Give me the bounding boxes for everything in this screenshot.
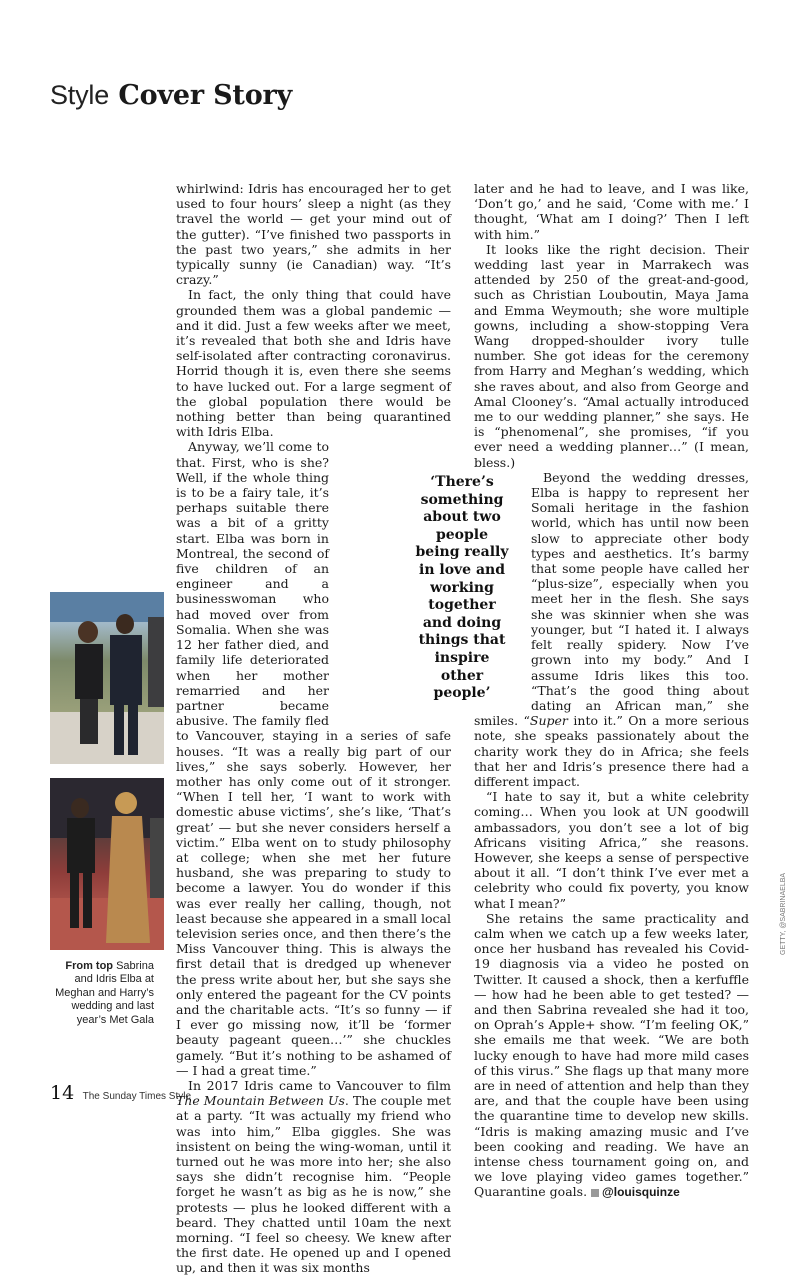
emphasis-word: Super [529,713,568,729]
col1-paragraph-3 [176,439,451,1078]
caption-text: Sabrina and Idris Elba at Meghan and Harry’s wedding and last year’s Met Gala [55,960,154,1026]
col1-p4-part-a: In 2017 Idris came to Vancouver to film [188,1077,451,1093]
col1-paragraph-1: whirlwind: Idris has encouraged her to get used to four hours’ sleep a night (as they travel the world — get your mind out of the gutter). “I’ve finished two passports in the past two years,” she admits in her typically sunny (ie Canadian) way. “It’s crazy.” [176,181,451,288]
wedding-photo [50,592,164,764]
col1-paragraph-2: In fact, the only thing that could have grounded them was a global pandemic — and it did. Just a few weeks after we meet, it’s revealed that both she and Idris have self-isolated after contracting coronavirus. Horrid though it is, even there she seems to have lucked out. For a large segment of the global population there would be nothing better than being quarantined with Idris Elba. [176,287,451,440]
publication-name: The Sunday Times Style [82,1091,192,1102]
photo-caption [50,960,154,1027]
section-header [50,80,292,111]
col2-paragraph-1: later and he had to leave, and I was like, ‘Don’t go,’ and he said, ‘Come with me.’ I thought, ‘What am I doing?’ Then I left with him.” [474,181,749,242]
section-label: Style [50,80,110,110]
film-title: The Mountain Between Us [176,1093,345,1109]
col2-p3-part-a: Beyond the wedding dresses, Elba is happy to represent her Somali heritage in the fashion world, which has until now been slow to appreciate other body types and aesthetics. It’s barmy that some people have called her “plus-size”, especially when you meet her in the flesh. She says she was skinnier when she was younger, but “I hated it. I always felt really spidery. Now I’ve grown into my body.” And I assume Idris likes this too. “That’s the good thing about dating an African man,” she smiles. “ [474,469,749,729]
col2-p5-text: She retains the same practicality and calm when we catch up a few weeks later, once her husband has revealed his Covid-19 diagnosis via a video he posted on Twitter. It caused a shock, then a kerfuffle — how had he been able to get tested? — and then Sabrina revealed she had it too, on Oprah’s Apple+ show. “I’m feeling OK,” she emails me that week. “We are both lucky enough to have had more mild cases of this virus.” She flags up that many more are in need of attention and help than they are, and that the couple have been using the quarantine time to develop new skills. “Idris is making amazing music and I’ve been cooking and reading. We have an intense chess tournament going on, and we love playing video games together.” Quarantine goals. [474,910,749,1200]
wedding-photo-illustration [50,592,164,764]
article-column-2 [474,181,749,1201]
pull-quote: ‘There’s something about two people being really in love and working together and doing things that inspire other people’ [415,474,509,702]
page-number: 14 [50,1082,75,1104]
photo-credit: GETTY, @SABRINAELBA [780,872,787,955]
col2-paragraph-3 [474,470,749,789]
col2-paragraph-2: It looks like the right decision. Their wedding last year in Marrakech was attended by 250 of the great-and-good, such as Christian Louboutin, Maya Jama and Emma Weymouth; she wore multiple gowns, including a show-stopping Vera Wang dropped-shoulder ivory tulle number. She got ideas for the ceremony from Harry and Meghan’s wedding, which she raves about, and also from George and Amal Clooney’s. “Amal actually introduced me to our wedding planner,” she says. He is “phenomenal”, she promises, “if you ever need a wedding planner…” (I mean, bless.) [474,241,749,470]
page-footer [50,1082,191,1104]
end-mark-icon [591,1189,599,1197]
col1-paragraph-4 [176,1078,451,1276]
article-column-1 [176,181,451,1276]
col1-paragraph-3-text: Anyway, we’ll come to that. First, who is she? Well, if the whole thing is to be a fairy tale, it’s perhaps suitable there was a bit of a gritty start. Elba was born in Montreal, the second of five children of an engineer and a businesswoman who had moved over from Somalia. When she was 12 her father died, and family life deteriorated when her mother remarried and her partner became abusive. The family fled to Vancouver, staying in a series of safe houses. “It was a really big part of our lives,” she says soberly. However, her mother has only come out of it stronger. “When I tell her, ‘I want to work with domestic abuse victims’, she’s like, ‘That’s great’ — but she never considers herself a victim.” Elba went on to study philosophy at college; when she met her future husband, she was preparing to study to become a lawyer. You do wonder if this was ever really her calling, though, not least because she appeared in a small local television series once, and then there’s the Miss Vancouver thing. This is always the first detail that is dredged up whenever the press write about her, but she says she only entered the pageant for the CV points and the charitable acts. “It’s so funny — if I ever go missing now, it’ll be ‘former beauty pageant queen…’” she chuckles gamely. “But it’s nothing to be ashamed of — I had a great time.” [176,439,451,1078]
col2-paragraph-4: “I hate to say it, but a white celebrity coming… When you look at UN goodwill ambassadors, you don’t see a lot of big Africans visiting Africa,” she reasons. However, she keeps a sense of perspective about it all. “I don’t think I’ve ever met a celebrity who could fix poverty, you know what I mean?” [474,789,749,911]
met-gala-photo [50,778,164,950]
col1-p4-part-b: . The couple met at a party. “It was actually my friend who was into him,” Elba giggles. She was insistent on being the wing-woman, until it turned out he was more into her; she also says she didn’t recognise him. “People forget he wasn’t as big as he is now,” she protests — plus he looked different with a beard. They chatted until 10am the next morning. “I feel so cheesy. We knew after the first date. He opened up and I opened up, and then it was six months [176,1093,451,1276]
met-gala-photo-illustration [50,778,164,950]
page-title: Cover Story [118,80,293,111]
col2-p3-part-b: into it.” On a more serious note, she speaks passionately about the charity work they do in Africa; she feels that her and Idris’s presence there had a different impact. [474,713,749,789]
caption-lead: From top [65,960,114,972]
author-handle: @louisquinze [602,1185,680,1200]
col2-paragraph-5 [474,911,749,1201]
